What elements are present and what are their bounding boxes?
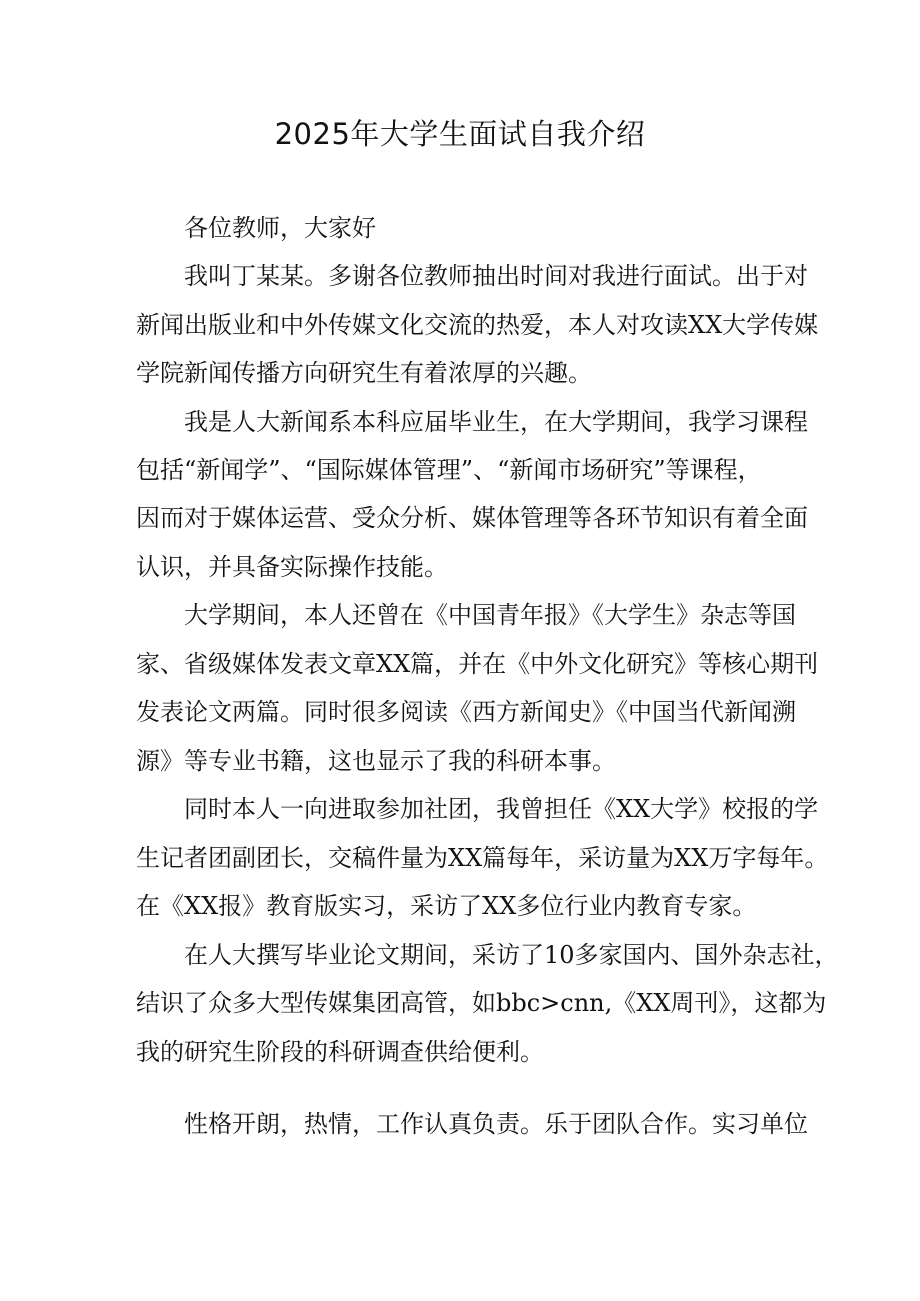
greeting-line: 各位教师，大家好 bbox=[184, 214, 376, 242]
paragraph-line: 同时本人一向进取参加社团，我曾担任《XX大学》校报的学 bbox=[184, 795, 819, 823]
paragraph-line: 因而对于媒体运营、受众分析、媒体管理等各环节知识有着全面 bbox=[136, 504, 808, 532]
document-title: 2025年大学生面试自我介绍 bbox=[274, 117, 646, 151]
paragraph-line: 家、省级媒体发表文章XX篇，并在《中外文化研究》等核心期刊 bbox=[136, 650, 819, 678]
paragraph-line: 认识，并具备实际操作技能。 bbox=[136, 553, 448, 581]
paragraph-line: 学院新闻传播方向研究生有着浓厚的兴趣。 bbox=[136, 359, 592, 387]
paragraph-line: 在《XX报》教育版实习，采访了XX多位行业内教育专家。 bbox=[136, 892, 757, 920]
paragraph-line: 大学期间，本人还曾在《中国青年报》《大学生》杂志等国 bbox=[184, 601, 796, 629]
paragraph-line: 发表论文两篇。同时很多阅读《西方新闻史》《中国当代新闻溯 bbox=[136, 698, 796, 726]
paragraph-line: 结识了众多大型传媒集团高管，如bbc>cnn,《XX周刊》，这都为 bbox=[136, 989, 827, 1017]
paragraph-line: 新闻出版业和中外传媒文化交流的热爱，本人对攻读XX大学传媒 bbox=[136, 311, 819, 339]
paragraph-line: 在人大撰写毕业论文期间，采访了10多家国内、国外杂志社， bbox=[184, 941, 839, 969]
paragraph-line: 性格开朗，热情，工作认真负责。乐于团队合作。实习单位 bbox=[184, 1110, 808, 1138]
paragraph-line: 源》等专业书籍，这也显示了我的科研本事。 bbox=[136, 747, 616, 775]
paragraph-line: 包括“新闻学”、“国际媒体管理”、“新闻市场研究”等课程， bbox=[136, 456, 762, 484]
paragraph-line: 我叫丁某某。多谢各位教师抽出时间对我进行面试。出于对 bbox=[184, 262, 808, 290]
paragraph-line: 生记者团副团长，交稿件量为XX篇每年，采访量为XX万字每年。 bbox=[136, 844, 829, 872]
paragraph-line: 我是人大新闻系本科应届毕业生，在大学期间，我学习课程 bbox=[184, 408, 808, 436]
paragraph-line: 我的研究生阶段的科研调查供给便利。 bbox=[136, 1038, 544, 1066]
